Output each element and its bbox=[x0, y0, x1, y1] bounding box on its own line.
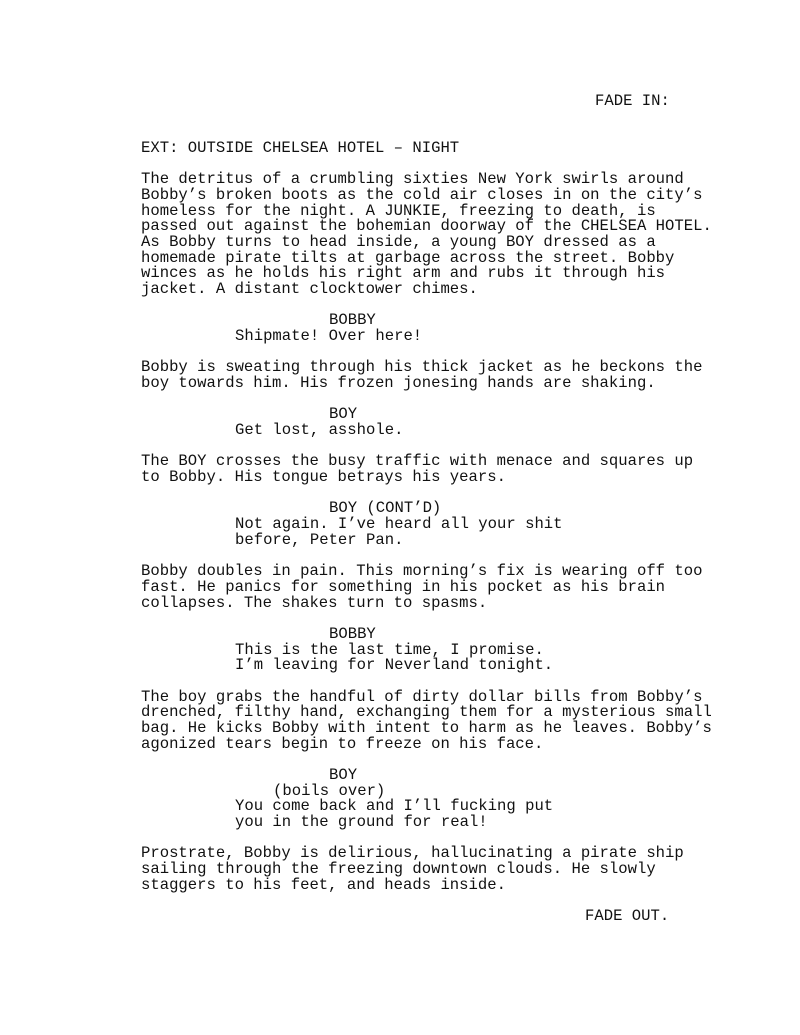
action-line: collapses. The shakes turn to spasms. bbox=[141, 594, 488, 612]
action-line: boy towards him. His frozen jonesing hands are shaking. bbox=[141, 374, 656, 392]
dialogue-line: Get lost, asshole. bbox=[235, 421, 404, 439]
action-line: As Bobby turns to head inside, a young BOY dressed as a bbox=[141, 233, 656, 251]
action-line: agonized tears begin to freeze on his face. bbox=[141, 735, 544, 753]
action-line: to Bobby. His tongue betrays his years. bbox=[141, 468, 506, 486]
action-line: The boy grabs the handful of dirty dollar bills from Bobby’s bbox=[141, 688, 703, 706]
action-line: homemade pirate tilts at garbage across the street. Bobby bbox=[141, 249, 675, 267]
dialogue-line: Not again. I’ve heard all your shit bbox=[235, 515, 563, 533]
character-name: BOBBY bbox=[329, 625, 376, 643]
action-line: passed out against the bohemian doorway of the CHELSEA HOTEL. bbox=[141, 217, 712, 235]
action-line: fast. He panics for something in his pocket as his brain bbox=[141, 578, 666, 596]
character-name: BOY bbox=[329, 766, 358, 784]
action-line: Bobby is sweating through his thick jacket as he beckons the bbox=[141, 358, 703, 376]
action-line: winces as he holds his right arm and rubs it through his bbox=[141, 264, 666, 282]
action-line: Bobby doubles in pain. This morning’s fix is wearing off too bbox=[141, 562, 703, 580]
parenthetical: (boils over) bbox=[273, 782, 386, 800]
character-name: BOY (CONT’D) bbox=[329, 499, 442, 517]
transition-fade-in: FADE IN: bbox=[595, 92, 670, 110]
transition-fade-out: FADE OUT. bbox=[585, 907, 670, 925]
action-line: staggers to his feet, and heads inside. bbox=[141, 876, 506, 894]
action-line: jacket. A distant clocktower chimes. bbox=[141, 280, 478, 298]
dialogue-line: you in the ground for real! bbox=[235, 813, 488, 831]
action-line: The detritus of a crumbling sixties New York swirls around bbox=[141, 170, 684, 188]
action-line: The BOY crosses the busy traffic with menace and squares up bbox=[141, 452, 694, 470]
dialogue-line: I’m leaving for Neverland tonight. bbox=[235, 656, 554, 674]
dialogue-line: before, Peter Pan. bbox=[235, 531, 404, 549]
action-line: sailing through the freezing downtown clouds. He slowly bbox=[141, 860, 656, 878]
action-line: homeless for the night. A JUNKIE, freezing to death, is bbox=[141, 202, 656, 220]
character-name: BOBBY bbox=[329, 311, 376, 329]
dialogue-line: This is the last time, I promise. bbox=[235, 641, 544, 659]
scene-heading: EXT: OUTSIDE CHELSEA HOTEL – NIGHT bbox=[141, 139, 460, 157]
action-line: Prostrate, Bobby is delirious, hallucinating a pirate ship bbox=[141, 844, 684, 862]
dialogue-line: You come back and I’ll fucking put bbox=[235, 797, 554, 815]
character-name: BOY bbox=[329, 405, 358, 423]
action-line: bag. He kicks Bobby with intent to harm as he leaves. Bobby’s bbox=[141, 719, 712, 737]
action-line: drenched, filthy hand, exchanging them for a mysterious small bbox=[141, 703, 712, 721]
dialogue-line: Shipmate! Over here! bbox=[235, 327, 423, 345]
action-line: Bobby’s broken boots as the cold air closes in on the city’s bbox=[141, 186, 703, 204]
